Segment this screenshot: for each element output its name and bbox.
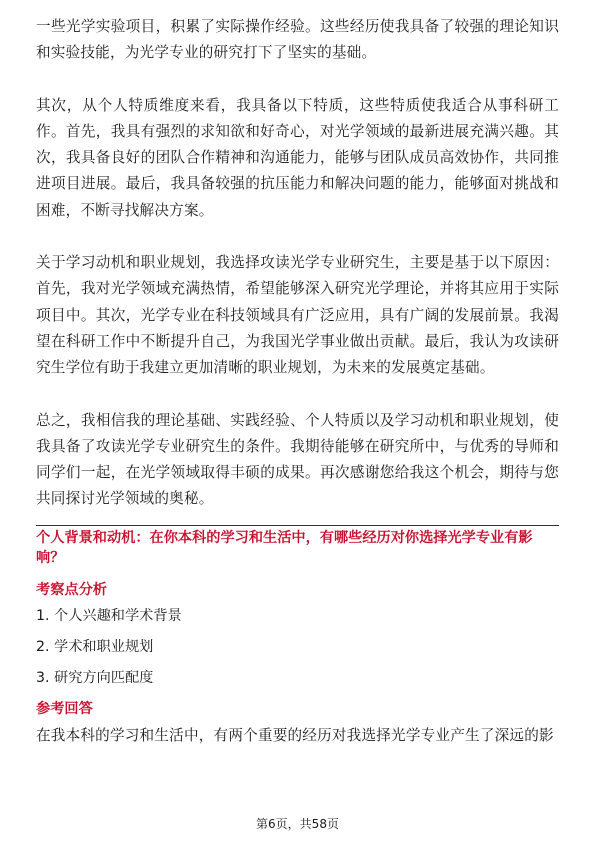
document-page — [36, 14, 559, 747]
reference-answer-text: 在我本科的学习和生活中，有两个重要的经历对我选择光学专业产生了深远的影 — [36, 726, 554, 744]
body-paragraph-3: 关于学习动机和职业规划，我选择攻读光学专业研究生，主要是基于以下原因：首先，我对光学领域充满热情，希望能够深入研究光学理论，并将其应用于实际项目中。其次，光学专业在科技领域具有广泛应用，具有广阔的发展前景。我渴望在科研工作中不断提升自己，为我国光学事业做出贡献。最后，我认为攻读研究生学位有助于我建立更加清晰的职业规划，为未来的发展奠定基础。 — [36, 254, 559, 377]
list-item: 1. 个人兴趣和学术背景 — [36, 607, 182, 624]
interview-question: 个人背景和动机：在你本科的学习和生活中，有哪些经历对你选择光学专业有影响？ — [36, 529, 533, 566]
page-number: 第6页，共58页 — [256, 817, 339, 831]
reference-answer-heading: 参考回答 — [36, 700, 93, 717]
body-paragraph-2: 其次，从个人特质维度来看，我具备以下特质，这些特质使我适合从事科研工作。首先，我具有强烈的求知欲和好奇心，对光学领域的最新进展充满兴趣。其次，我具备良好的团队合作精神和沟通能力，能够与团队成员高效协作，共同推进项目进展。最后，我具备较强的抗压能力和解决问题的能力，能够面对挑战和困难，不断寻找解决方案。 — [36, 96, 559, 219]
analysis-heading: 考察点分析 — [36, 581, 107, 598]
body-paragraph-4: 总之，我相信我的理论基础、实践经验、个人特质以及学习动机和职业规划，使我具备了攻读光学专业研究生的条件。我期待能够在研究所中，与优秀的导师和同学们一起，在光学领域取得丰硕的成果。再次感谢您给我这个机会，期待与您共同探讨光学领域的奥秘。 — [36, 411, 559, 508]
section-divider — [36, 525, 559, 526]
body-paragraph-1: 一些光学实验项目，积累了实际操作经验。这些经历使我具备了较强的理论知识和实验技能，为光学专业的研究打下了坚实的基础。 — [36, 18, 559, 62]
analysis-list — [36, 606, 559, 689]
list-item: 3. 研究方向匹配度 — [36, 669, 154, 686]
list-item: 2. 学术和职业规划 — [36, 638, 154, 655]
